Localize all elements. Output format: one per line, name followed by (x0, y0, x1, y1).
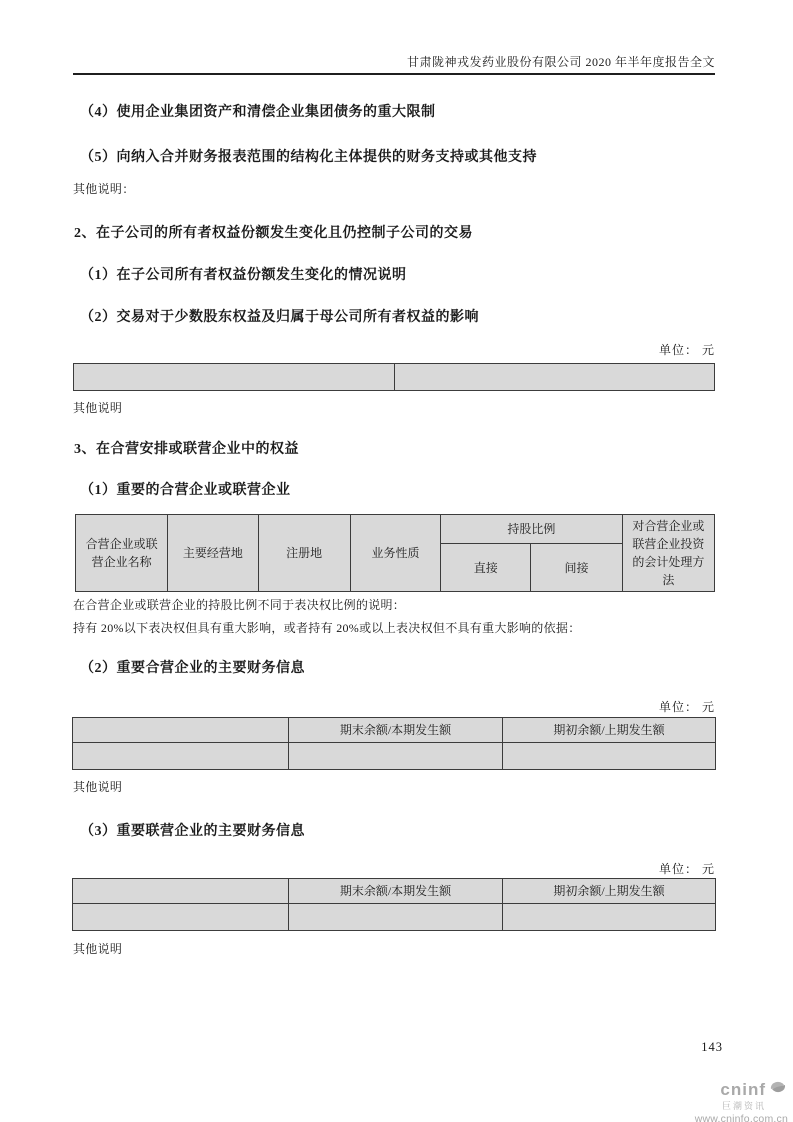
voting-ratio-note-1: 在合营企业或联营企业的持股比例不同于表决权比例的说明： (73, 598, 406, 612)
table-row (74, 364, 715, 391)
table-cell (289, 904, 503, 931)
associate-finance-table (72, 878, 716, 931)
table-row (73, 743, 716, 770)
cninfo-logo-icon (768, 1078, 788, 1100)
cninfo-logo-url: www.cninfo.com.cn (694, 1113, 788, 1122)
voting-ratio-note-2: 持有 20%以下表决权但具有重大影响，或者持有 20%或以上表决权但不具有重大影响的依据： (73, 621, 581, 635)
col-header-direct: 直接 (441, 544, 531, 592)
table-cell (503, 904, 716, 931)
other-note-3: 其他说明 (73, 942, 123, 956)
unit-label-3: 单位： 元 (658, 862, 715, 876)
table-cell (73, 743, 289, 770)
table-cell (74, 364, 395, 391)
header-divider (73, 73, 715, 75)
heading-section-3-sub-3: （3）重要联营企业的主要财务信息 (80, 824, 305, 839)
col-header-indirect: 间接 (531, 544, 622, 592)
other-note-1: 其他说明 (73, 401, 123, 415)
table-cell (394, 364, 715, 391)
heading-section-2: 2、在子公司的所有者权益份额发生变化且仍控制子公司的交易 (74, 226, 473, 241)
col-header-opening-balance: 期初余额/上期发生额 (503, 718, 716, 743)
col-header-blank (73, 718, 289, 743)
heading-section-2-sub-2: （2）交易对于少数股东权益及归属于母公司所有者权益的影响 (80, 310, 479, 325)
equity-change-table (73, 363, 715, 391)
col-header-accounting-method: 对合营企业或联营企业投资的会计处理方法 (622, 515, 714, 592)
cninfo-watermark (628, 1078, 788, 1122)
table-header-row (73, 879, 716, 904)
col-header-business-nature: 业务性质 (350, 515, 440, 592)
col-header-blank (73, 879, 289, 904)
table-cell (503, 743, 716, 770)
unit-label-1: 单位： 元 (658, 343, 715, 357)
page-number: 143 (701, 1040, 723, 1054)
heading-section-3-sub-1: （1）重要的合营企业或联营企业 (80, 483, 291, 498)
col-header-shareholding-group: 持股比例 (441, 515, 623, 544)
col-header-closing-balance: 期末余额/本期发生额 (289, 879, 503, 904)
cninfo-logo-text: cninf (720, 1079, 766, 1099)
col-header-name: 合营企业或联营企业名称 (76, 515, 168, 592)
table-cell (73, 904, 289, 931)
other-note-2: 其他说明 (73, 780, 123, 794)
cninfo-logo-chinese: 巨潮资讯 (721, 1101, 766, 1111)
table-header-row (73, 718, 716, 743)
col-header-place-of-business: 主要经营地 (168, 515, 258, 592)
col-header-closing-balance: 期末余额/本期发生额 (289, 718, 503, 743)
heading-section-2-sub-1: （1）在子公司所有者权益份额发生变化的情况说明 (80, 268, 407, 283)
table-header-row (76, 515, 715, 544)
table-cell (289, 743, 503, 770)
page-header-title: 甘肃陇神戎发药业股份有限公司 2020 年半年度报告全文 (406, 55, 715, 69)
heading-item-5: （5）向纳入合并财务报表范围的结构化主体提供的财务支持或其他支持 (80, 150, 537, 165)
unit-label-2: 单位： 元 (658, 700, 715, 714)
heading-section-3: 3、在合营安排或联营企业中的权益 (74, 442, 299, 457)
joint-venture-table (75, 514, 715, 592)
heading-item-4: （4）使用企业集团资产和清偿企业集团债务的重大限制 (80, 105, 436, 120)
table-row (73, 904, 716, 931)
other-note-label: 其他说明： (73, 182, 135, 196)
col-header-opening-balance: 期初余额/上期发生额 (503, 879, 716, 904)
jv-finance-table (72, 717, 716, 770)
col-header-registered-place: 注册地 (258, 515, 350, 592)
heading-section-3-sub-2: （2）重要合营企业的主要财务信息 (80, 661, 305, 676)
